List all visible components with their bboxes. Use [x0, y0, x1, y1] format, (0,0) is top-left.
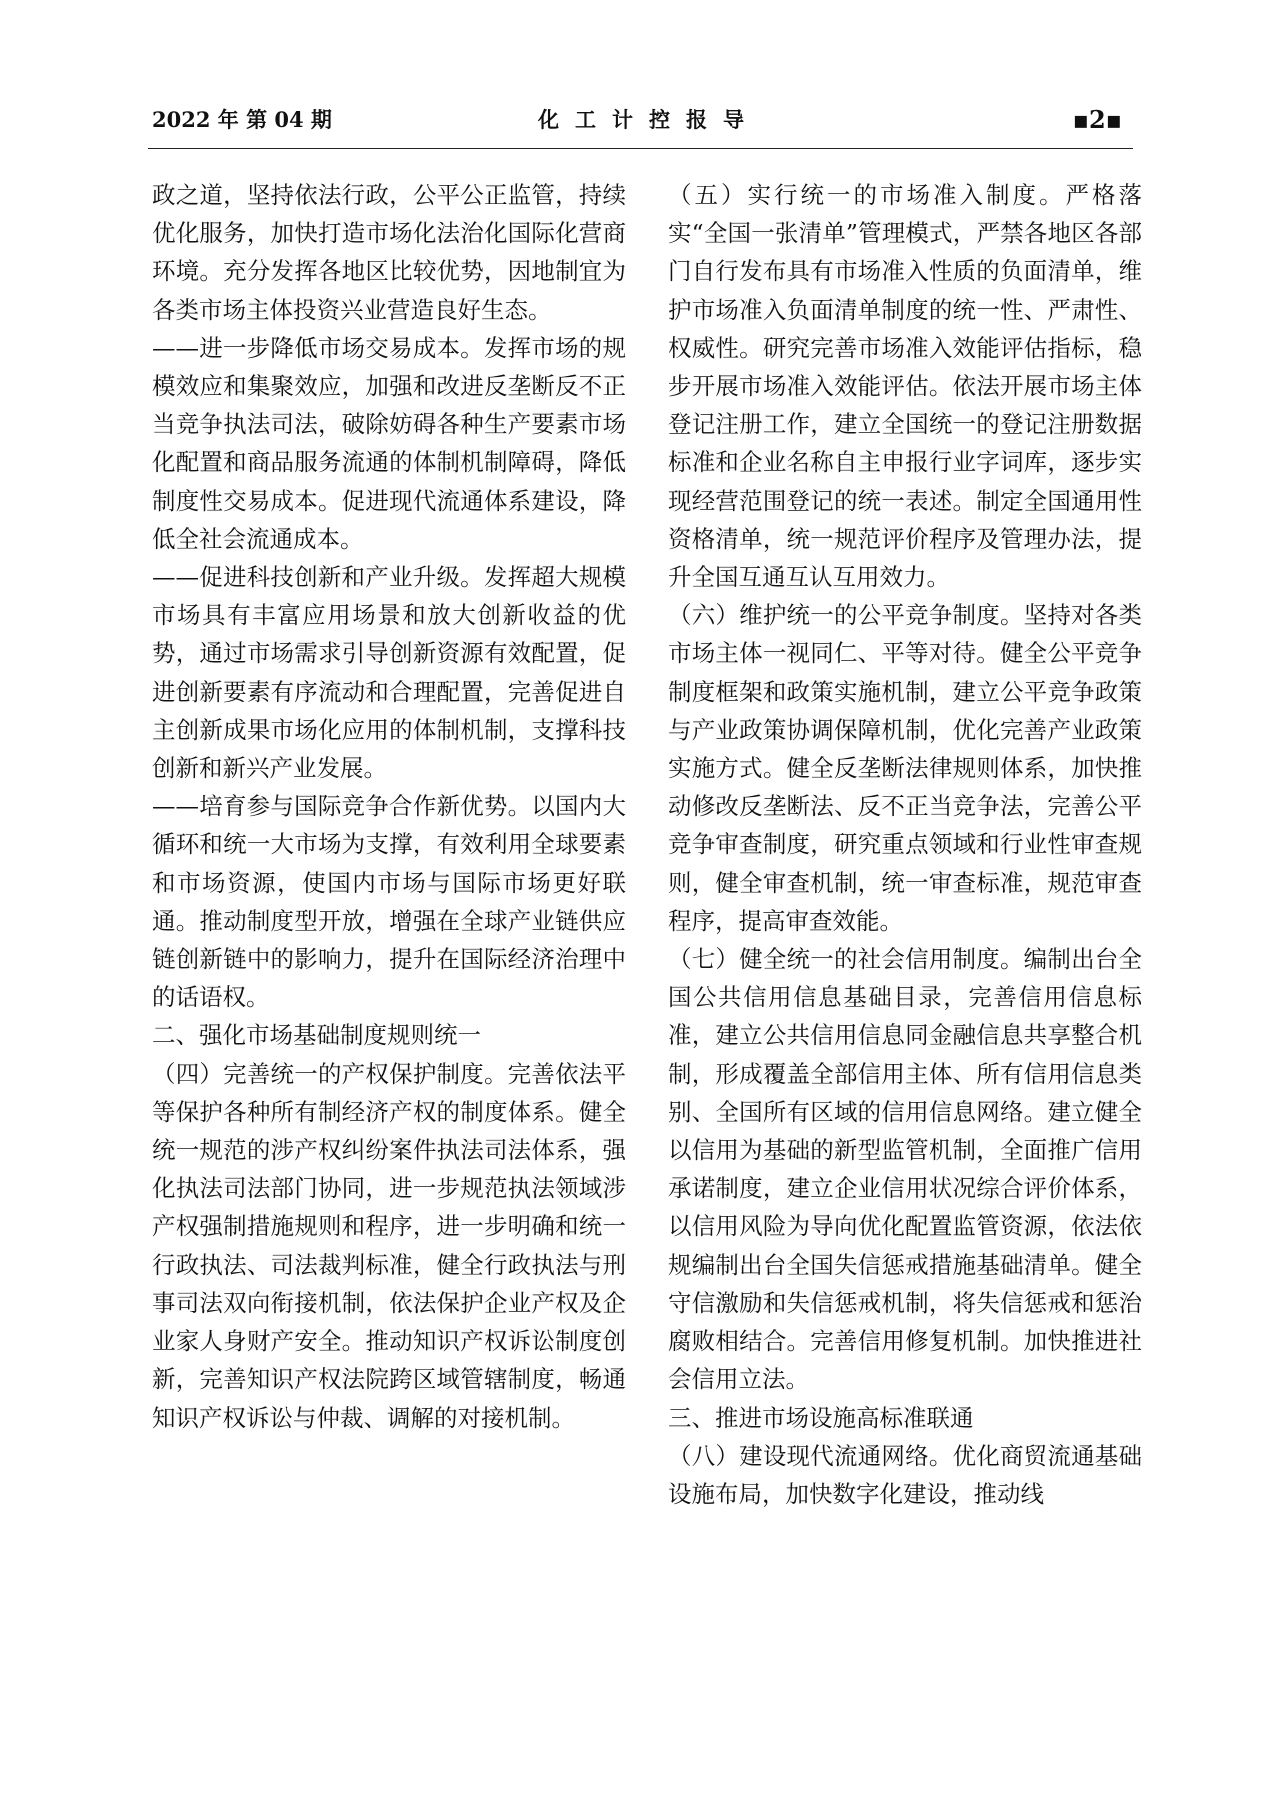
paragraph: ——促进科技创新和产业升级。发挥超大规模市场具有丰富应用场景和放大创新收益的优势，通过市场需求引导创新资源有效配置，促进创新要素有序流动和合理配置，完善促进自主创新成果市场化应用的体制机制，支撑科技创新和新兴产业发展。 — [152, 563, 626, 783]
section-heading: 三、推进市场设施高标准联通 — [668, 1403, 974, 1432]
paragraph: （四）完善统一的产权保护制度。完善依法平等保护各种所有制经济产权的制度体系。健全统一规范的涉产权纠纷案件执法司法体系，强化执法司法部门协同，进一步规范执法领域涉产权强制措施规则和程序，进一步明确和统一行政执法、司法裁判标准，健全行政执法与刑事司法双向衔接机制，依法保护企业产权及企业家人身财产安全。推动知识产权诉讼制度创新，完善知识产权法院跨区域管辖制度，畅通知识产权诉讼与仲裁、调解的对接机制。 — [152, 1059, 626, 1432]
paragraph: （七）健全统一的社会信用制度。编制出台全国公共信用信息基础目录，完善信用信息标准，建立公共信用信息同金融信息共享整合机制，形成覆盖全部信用主体、所有信用信息类别、全国所有区域的信用信息网络。建立健全以信用为基础的新型监管机制，全面推广信用承诺制度，建立企业信用状况综合评价体系，以信用风险为导向优化配置监管资源，依法依规编制出台全国失信惩戒措施基础清单。健全守信激励和失信惩戒机制，将失信惩戒和惩治腐败相结合。完善信用修复机制。加快推进社会信用立法。 — [668, 945, 1142, 1394]
journal-title: 化工计控报导 — [538, 107, 760, 132]
paragraph: （六）维护统一的公平竞争制度。坚持对各类市场主体一视同仁、平等对待。健全公平竞争制度框架和政策实施机制，建立公平竞争政策与产业政策协调保障机制，优化完善产业政策实施方式。健全反垄断法律规则体系，加快推动修改反垄断法、反不正当竞争法，完善公平竞争审查制度，研究重点领域和行业性审查规则，健全审查机制，统一审查标准，规范审查程序，提高审查效能。 — [668, 601, 1142, 935]
issue-label: 2022 年 第 04 期 — [152, 107, 332, 132]
right-column — [668, 176, 1142, 1513]
header-rule — [148, 148, 1133, 149]
left-column — [152, 176, 626, 1437]
page-number: ▪2▪ — [1072, 105, 1122, 134]
paragraph: （五）实行统一的市场准入制度。严格落实“全国一张清单”管理模式，严禁各地区各部门自行发布具有市场准入性质的负面清单，维护市场准入负面清单制度的统一性、严肃性、权威性。研究完善市场准入效能评估指标，稳步开展市场准入效能评估。依法开展市场主体登记注册工作，建立全国统一的登记注册数据标准和企业名称自主申报行业字词库，逐步实现经营范围登记的统一表述。制定全国通用性资格清单，统一规范评价程序及管理办法，提升全国互通互认互用效力。 — [668, 181, 1142, 592]
section-heading: 二、强化市场基础制度规则统一 — [152, 1021, 481, 1050]
paragraph: ——进一步降低市场交易成本。发挥市场的规模效应和集聚效应，加强和改进反垄断反不正当竞争执法司法，破除妨碍各种生产要素市场化配置和商品服务流通的体制机制障碍，降低制度性交易成本。促进现代流通体系建设，降低全社会流通成本。 — [152, 333, 626, 553]
paragraph: （八）建设现代流通网络。优化商贸流通基础设施布局，加快数字化建设，推动线 — [668, 1441, 1142, 1508]
paragraph: ——培育参与国际竞争合作新优势。以国内大循环和统一大市场为支撑，有效利用全球要素和市场资源，使国内市场与国际市场更好联通。推动制度型开放，增强在全球产业链供应链创新链中的影响力，提升在国际经济治理中的话语权。 — [152, 792, 626, 1012]
paragraph: 政之道，坚持依法行政，公平公正监管，持续优化服务，加快打造市场化法治化国际化营商环境。充分发挥各地区比较优势，因地制宜为各类市场主体投资兴业营造良好生态。 — [152, 181, 626, 324]
